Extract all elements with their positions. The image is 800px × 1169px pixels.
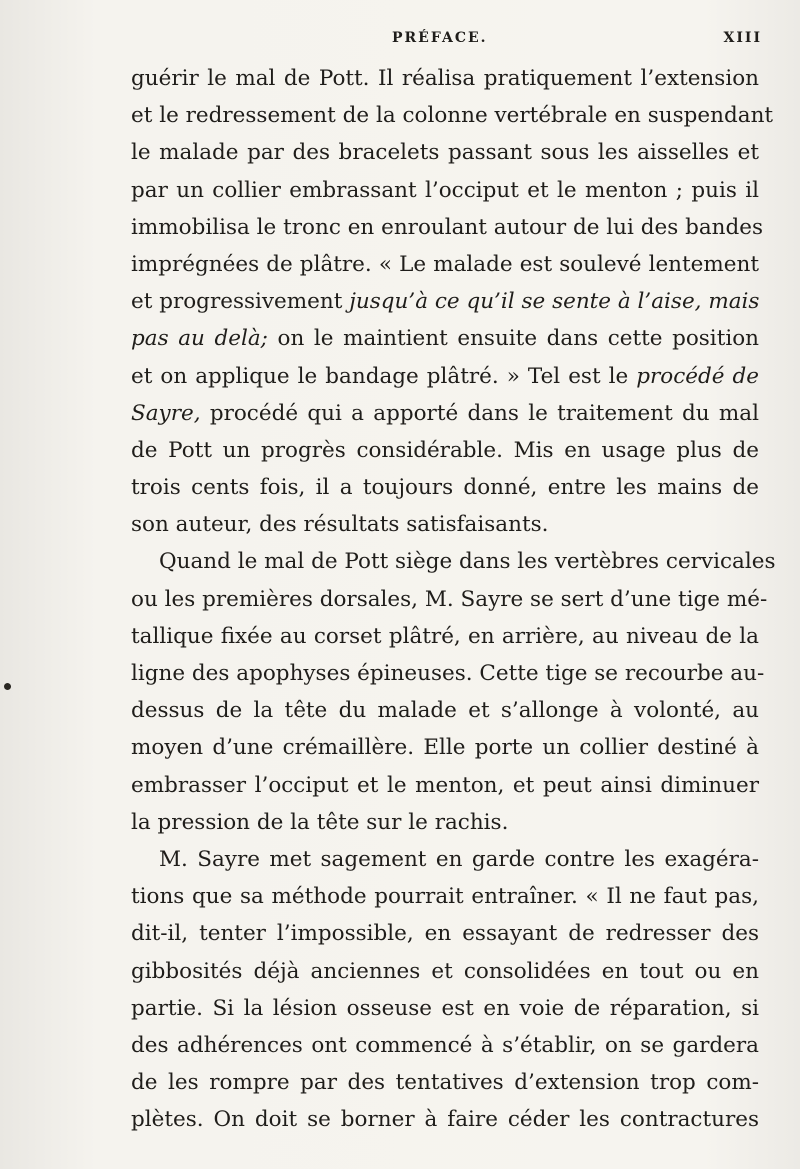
text-line: son auteur, des résultats satisfaisants. xyxy=(131,512,549,538)
text-line: le malade par des bracelets passant sous les aisselles et xyxy=(131,140,759,166)
running-title: PRÉFACE. xyxy=(392,30,488,46)
text-line: pas au delà; on le maintient ensuite dans cette position xyxy=(131,326,759,352)
italic-term: procédé de xyxy=(636,363,759,389)
text-line: trois cents fois, il a toujours donné, entre les mains de xyxy=(131,475,759,501)
text-line: moyen d’une crémaillère. Elle porte un collier destiné à xyxy=(131,735,759,761)
text-line: la pression de la tête sur le rachis. xyxy=(131,809,509,835)
text-line: tallique fixée au corset plâtré, en arrière, au niveau de la xyxy=(131,623,759,649)
margin-ink-mark xyxy=(3,682,12,691)
italic-term: Sayre, xyxy=(131,400,201,426)
italic-quote: jusqu’à ce qu’il se sente à l’aise, mais xyxy=(349,289,760,315)
text-line: des adhérences ont commencé à s’établir, on se gardera xyxy=(131,1032,759,1058)
text-line: ligne des apophyses épineuses. Cette tige se recourbe au- xyxy=(131,661,765,686)
running-head xyxy=(0,30,800,54)
text-line: et le redressement de la colonne vertébrale en suspendant xyxy=(131,103,774,129)
text-line: partie. Si la lésion osseuse est en voie de réparation, si xyxy=(131,995,759,1021)
text-line: M. Sayre met sagement en garde contre les exagéra- xyxy=(159,846,759,872)
italic-quote: pas au delà; xyxy=(131,326,268,352)
text-line: imprégnées de plâtre. « Le malade est soulevé lentement xyxy=(131,251,759,277)
text-line: tions que sa méthode pourrait entraîner. « Il ne faut pas, xyxy=(131,884,759,910)
text-line: gibbosités déjà anciennes et consolidées en tout ou en xyxy=(131,958,759,984)
text-line: par un collier embrassant l’occiput et le menton ; puis il xyxy=(131,177,759,203)
text-line: ou les premières dorsales, M. Sayre se sert d’une tige mé- xyxy=(131,586,768,612)
text-line: dessus de la tête du malade et s’allonge à volonté, au xyxy=(131,698,759,724)
text-line: et on applique le bandage plâtré. » Tel est le procédé de xyxy=(131,363,759,389)
text-line: plètes. On doit se borner à faire céder les contractures xyxy=(131,1107,759,1133)
text-line: guérir le mal de Pott. Il réalisa pratiquement l’extension xyxy=(131,66,759,91)
text-line: de Pott un progrès considérable. Mis en usage plus de xyxy=(131,437,759,463)
text-line: embrasser l’occiput et le menton, et peut ainsi diminuer xyxy=(131,772,759,798)
text-line: immobilisa le tronc en enroulant autour de lui des bandes xyxy=(131,214,764,240)
text-line: dit-il, tenter l’impossible, en essayant de redresser des xyxy=(131,921,759,947)
text-line: Sayre, procédé qui a apporté dans le traitement du mal xyxy=(131,400,759,426)
text-line: de les rompre par des tentatives d’extension trop com- xyxy=(131,1070,759,1096)
page-number: XIII xyxy=(723,30,762,46)
text-line: Quand le mal de Pott siège dans les vertèbres cervicales xyxy=(159,549,776,575)
body-text xyxy=(131,60,776,1138)
text-line: et progressivement jusqu’à ce qu’il se sente à l’aise, mais xyxy=(131,289,760,315)
